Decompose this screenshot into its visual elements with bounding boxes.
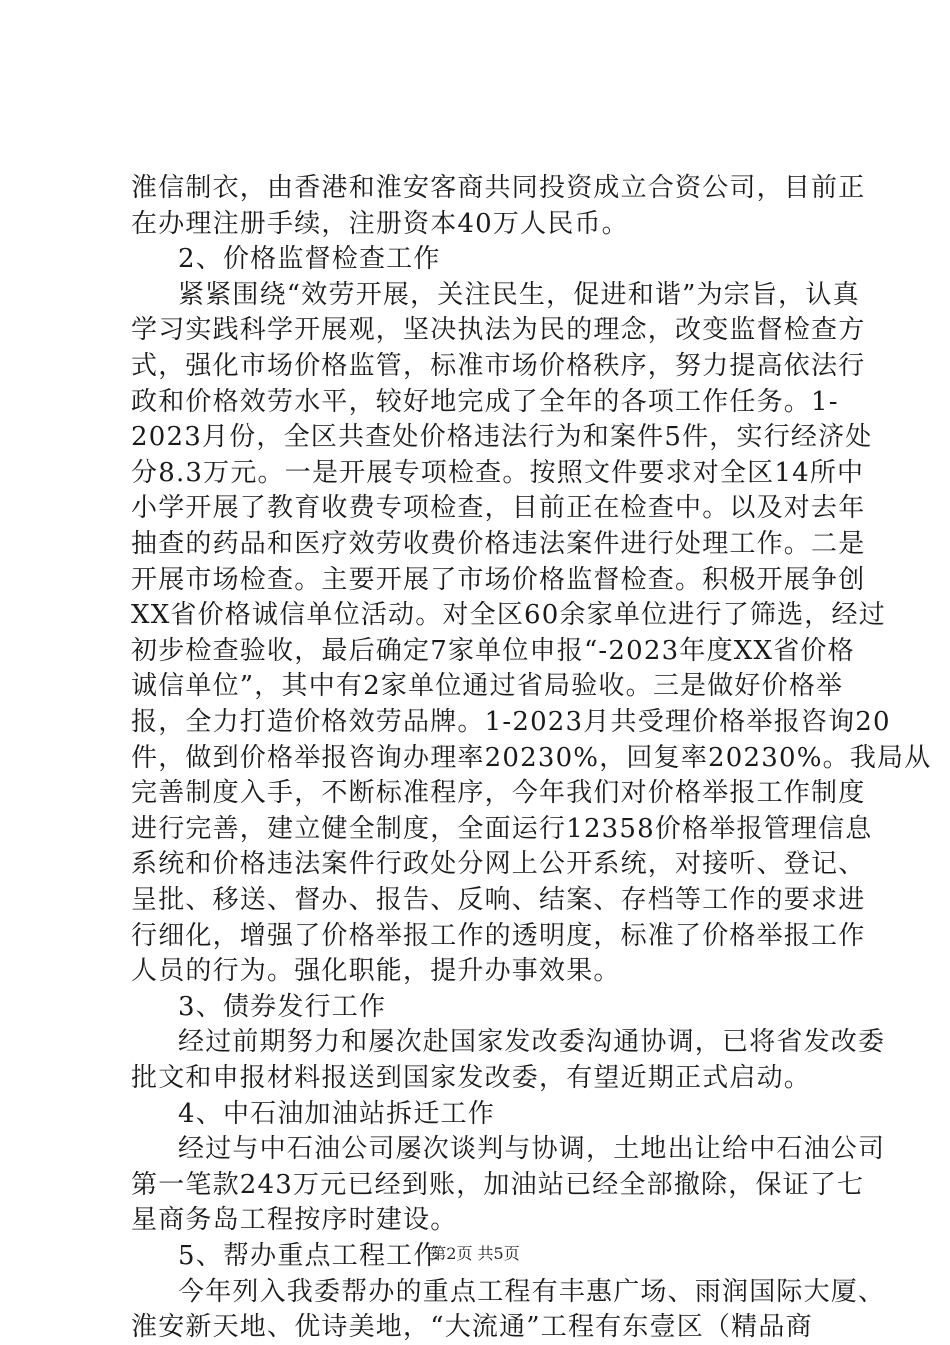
text-line: 分8.3万元。一是开展专项检查。按照文件要求对全区14所中 — [131, 457, 865, 488]
text-line: 经过前期努力和屡次赴国家发改委沟通协调，已将省发改委 — [178, 1027, 886, 1058]
page-footer: 第2页 共5页 — [430, 1244, 520, 1263]
text-line: 学习实践科学开展观，坚决执法为民的理念，改变监督检查方 — [131, 315, 866, 346]
text-line: 今年列入我委帮办的重点工程有丰惠广场、雨润国际大厦、 — [178, 1276, 886, 1307]
text-line: 开展市场检查。主要开展了市场价格监督检查。积极开展争创 — [131, 564, 866, 595]
text-line: 2、价格监督检查工作 — [178, 244, 441, 275]
text-line: 淮信制衣，由香港和淮安客商共同投资成立合资公司，目前正 — [131, 173, 866, 203]
text-line: 报，全力打造价格效劳品牌。1-2023月共受理价格举报咨询20 — [131, 707, 891, 737]
text-line: XX省价格诚信单位活动。对全区60余家单位进行了筛选，经过 — [131, 600, 886, 631]
text-line: 在办理注册手续，注册资本40万人民币。 — [131, 208, 629, 239]
text-line: 完善制度入手，不断标准程序，今年我们对价格举报工作制度 — [131, 778, 866, 809]
text-line: 经过与中石油公司屡次谈判与协调，土地出让给中石油公司 — [178, 1134, 886, 1165]
text-line: 政和价格效劳水平，较好地完成了全年的各项工作任务。1- — [131, 386, 839, 417]
text-line: 系统和价格违法案件行政处分网上公开系统，对接听、登记、 — [131, 849, 866, 880]
text-line: 淮安新天地、优诗美地，“大流通”工程有东壹区（精品商 — [131, 1312, 813, 1343]
text-line: 件，做到价格举报咨询办理率20230%，回复率20230%。我局从 — [131, 742, 932, 773]
text-line: 批文和申报材料报送到国家发改委，有望近期正式启动。 — [131, 1063, 812, 1093]
text-line: 行细化，增强了价格举报工作的透明度，标准了价格举报工作 — [131, 920, 866, 951]
text-line: 第一笔款243万元已经到账，加油站已经全部撤除，保证了七 — [131, 1169, 865, 1200]
text-line: 人员的行为。强化职能，提升办事效果。 — [131, 956, 621, 987]
text-line: 式，强化市场价格监管，标准市场价格秩序，努力提高依法行 — [131, 351, 866, 381]
text-line: 诚信单位”，其中有2家单位通过省局验收。三是做好价格举 — [131, 671, 844, 702]
text-line: 抽查的药品和医疗效劳收费价格违法案件进行处理工作。二是 — [131, 529, 866, 559]
text-line: 初步检查验收，最后确定7家单位申报“-2023年度XX省价格 — [131, 635, 855, 666]
text-line: 星商务岛工程按序时建设。 — [131, 1205, 458, 1236]
text-line: 紧紧围绕“效劳开展，关注民生，促进和谐”为宗旨，认真 — [178, 279, 860, 310]
text-line: 小学开展了教育收费专项检查，目前正在检查中。以及对去年 — [131, 493, 866, 524]
text-line: 4、中石油加油站拆迁工作 — [178, 1098, 495, 1129]
text-line: 进行完善，建立健全制度，全面运行12358价格举报管理信息 — [131, 813, 873, 844]
text-line: 呈批、移送、督办、报告、反响、结案、存档等工作的要求进 — [131, 885, 866, 915]
text-line: 5、帮办重点工程工作 — [178, 1241, 441, 1271]
text-line: 3、债券发行工作 — [178, 991, 387, 1022]
text-line: 2023月份，全区共查处价格违法行为和案件5件，实行经济处 — [131, 422, 873, 453]
